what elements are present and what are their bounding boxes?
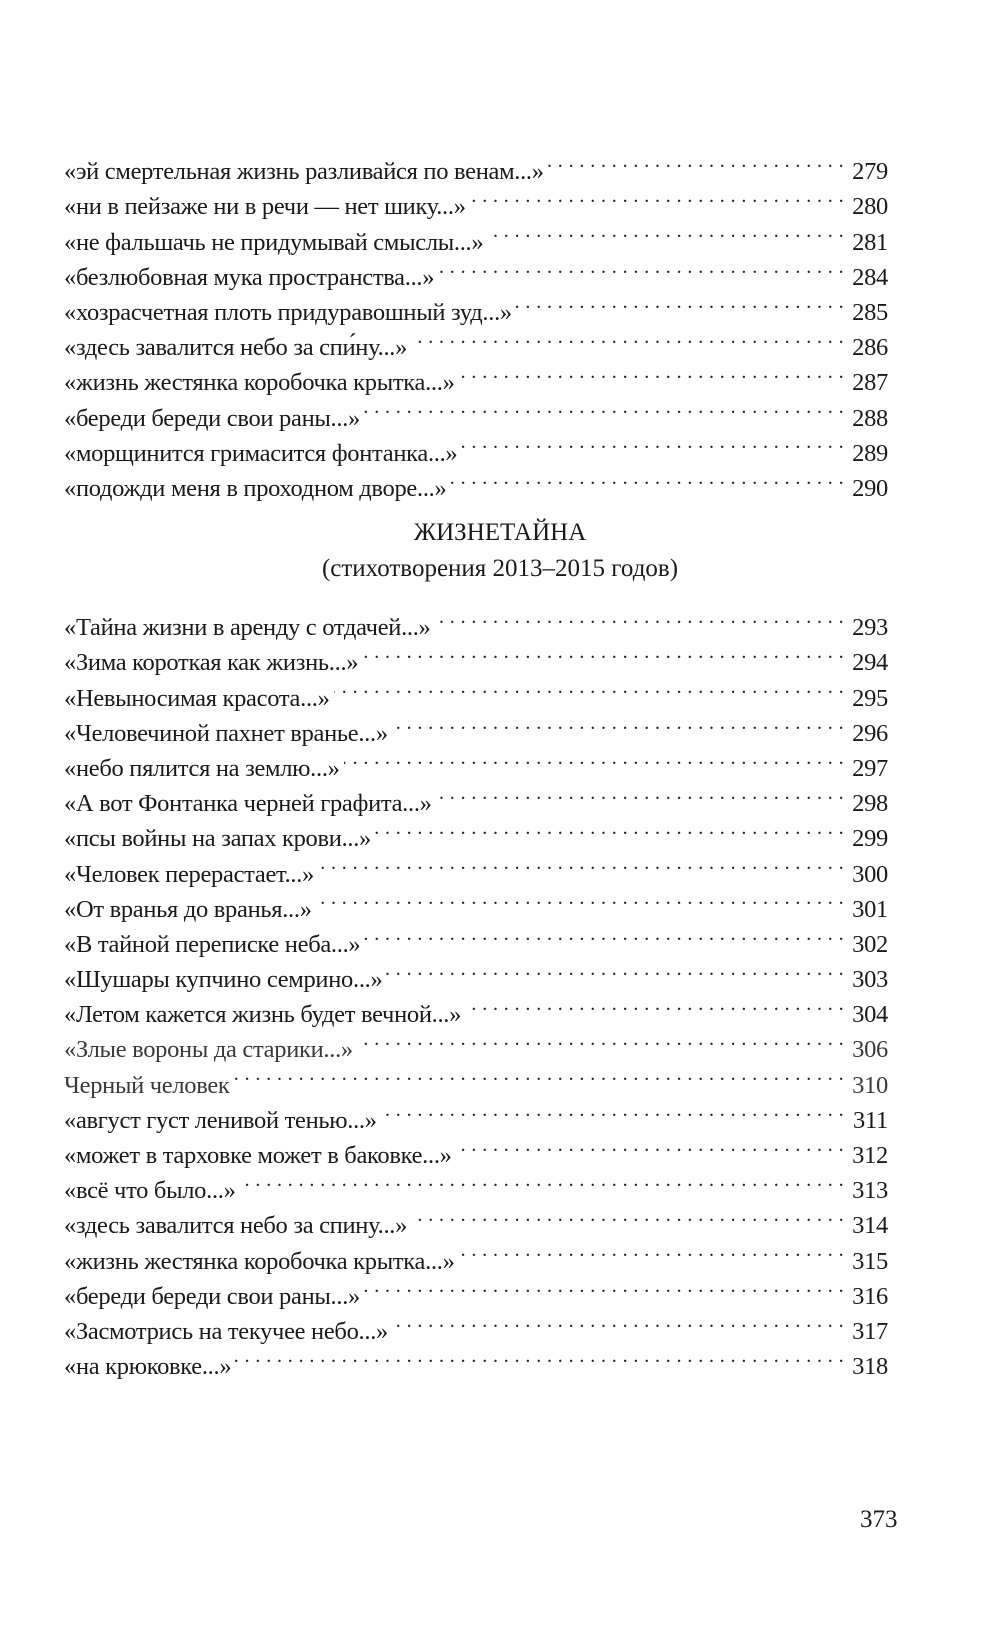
- toc-entry-page: 284: [852, 263, 888, 291]
- section-heading: [0, 515, 1000, 587]
- toc-entry-title: «Человек перерастает...»: [64, 860, 315, 888]
- toc-entry-title: «Злые вороны да старики...»: [64, 1036, 353, 1064]
- dot-leader: [435, 600, 844, 635]
- dot-leader: [459, 355, 844, 390]
- dot-leader: [470, 179, 844, 214]
- toc-entry[interactable]: [64, 600, 888, 642]
- dot-leader: [465, 987, 844, 1022]
- toc-entry-page: 316: [852, 1282, 888, 1310]
- toc-list-part1: [64, 144, 888, 502]
- toc-entry-page: 279: [852, 158, 888, 186]
- toc-entry-title: «подожди меня в проходном дворе...»: [64, 474, 447, 502]
- dot-leader: [411, 1198, 844, 1233]
- dot-leader: [316, 882, 844, 917]
- toc-entry-page: 302: [852, 930, 888, 958]
- dot-leader: [235, 1339, 844, 1374]
- toc-entry-page: 304: [852, 1001, 888, 1029]
- toc-entry-page: 317: [852, 1317, 888, 1345]
- toc-entry-page: 310: [852, 1071, 888, 1099]
- toc-entry-title: «Невыносимая красота...»: [64, 684, 330, 712]
- toc-entry-title: «жизнь жестянка коробочка крытка...»: [64, 1247, 455, 1275]
- toc-entry-page: 301: [852, 895, 888, 923]
- toc-entry-page: 297: [852, 754, 888, 782]
- toc-entry-title: «на крюковке...»: [64, 1353, 232, 1381]
- section-title: ЖИЗНЕТАЙНА: [413, 519, 587, 546]
- dot-leader: [392, 1304, 844, 1339]
- toc-entry-title: «август густ ленивой тенью...»: [64, 1106, 377, 1134]
- toc-entry-page: 294: [852, 649, 888, 677]
- toc-entry-page: 290: [852, 474, 888, 502]
- dot-leader: [234, 1057, 844, 1092]
- toc-list-part2: [64, 600, 888, 1381]
- toc-entry-title: «Тайна жизни в аренду с отдачей...»: [64, 614, 431, 642]
- dot-leader: [487, 214, 844, 249]
- toc-entry-title: «ни в пейзаже ни в речи — нет шику...»: [64, 193, 466, 221]
- toc-entry-title: «всё что было...»: [64, 1177, 236, 1205]
- toc-entry-page: 298: [852, 790, 888, 818]
- toc-entry-page: 315: [852, 1247, 888, 1275]
- toc-entry-title: «Шушары купчино семрино...»: [64, 966, 383, 994]
- dot-leader: [450, 461, 844, 496]
- toc-entry-page: 286: [852, 334, 888, 362]
- dot-leader: [240, 1163, 844, 1198]
- toc-entry-page: 314: [852, 1212, 888, 1240]
- toc-entry-page: 285: [852, 298, 888, 326]
- dot-leader: [318, 846, 844, 881]
- dot-leader: [386, 952, 844, 987]
- toc-entry-title: «хозрасчетная плоть придуравошный зуд...»: [64, 298, 512, 326]
- toc-entry-page: 300: [852, 860, 888, 888]
- dot-leader: [411, 320, 844, 355]
- toc-entry-page: 299: [852, 825, 888, 853]
- dot-leader: [364, 917, 844, 952]
- dot-leader: [438, 250, 844, 285]
- toc-entry-title: «здесь завалится небо за спину...»: [64, 1212, 408, 1240]
- toc-entry-title: «морщинится гримасится фонтанка...»: [64, 439, 458, 467]
- toc-entry-page: 313: [852, 1177, 888, 1205]
- dot-leader: [344, 741, 844, 776]
- toc-entry-title: «береди береди свои раны...»: [64, 1282, 360, 1310]
- dot-leader: [381, 1093, 844, 1128]
- toc-entry-title: «Летом кажется жизнь будет вечной...»: [64, 1001, 462, 1029]
- toc-entry-title: «не фальшачь не придумывай смыслы...»: [64, 228, 484, 256]
- toc-entry-title: «От вранья до вранья...»: [64, 895, 312, 923]
- toc-entry-title: «псы войны на запах крови...»: [64, 825, 371, 853]
- toc-entry-title: «безлюбовная мука пространства...»: [64, 263, 435, 291]
- toc-entry-title: «может в тарховке может в баковке...»: [64, 1142, 452, 1169]
- toc-entry-page: 281: [852, 228, 888, 256]
- toc-entry[interactable]: [64, 144, 888, 186]
- toc-entry-title: «В тайной переписке неба...»: [64, 930, 361, 958]
- toc-entry-title: «береди береди свои раны...»: [64, 404, 360, 432]
- toc-entry-page: 280: [852, 193, 888, 221]
- toc-entry-page: 293: [852, 614, 888, 642]
- dot-leader: [392, 706, 844, 741]
- toc-entry-page: 303: [852, 966, 888, 994]
- toc-entry-page: 289: [852, 439, 888, 467]
- page-number: 373: [860, 1506, 898, 1533]
- toc-entry-page: 288: [852, 404, 888, 432]
- toc-entry-page: 306: [852, 1036, 888, 1064]
- dot-leader: [364, 390, 844, 425]
- dot-leader: [357, 1022, 844, 1057]
- toc-entry-page: 311: [853, 1106, 888, 1134]
- toc-entry-title: Черный человек: [64, 1071, 230, 1099]
- dot-leader: [334, 670, 844, 705]
- dot-leader: [364, 1269, 844, 1304]
- dot-leader: [436, 776, 844, 811]
- toc-entry-page: 312: [852, 1142, 888, 1169]
- toc-entry-title: «небо пялится на землю...»: [64, 754, 340, 782]
- toc-entry-title: «Человечиной пахнет вранье...»: [64, 719, 388, 747]
- toc-entry-title: «эй смертельная жизнь разливайся по венам...»: [64, 158, 544, 186]
- toc-entry-page: 295: [852, 684, 888, 712]
- dot-leader: [362, 635, 844, 670]
- toc-entry-title: «Зима короткая как жизнь...»: [64, 649, 359, 677]
- dot-leader: [461, 426, 844, 461]
- dot-leader: [516, 285, 844, 320]
- dot-leader: [459, 1233, 844, 1268]
- dot-leader: [375, 811, 844, 846]
- toc-entry-page: 318: [852, 1353, 888, 1381]
- toc-entry-title: «жизнь жестянка коробочка крытка...»: [64, 369, 455, 397]
- toc-entry-title: «Засмотрись на текучее небо...»: [64, 1317, 388, 1345]
- toc-entry-title: «А вот Фонтанка черней графита...»: [64, 790, 432, 818]
- dot-leader: [548, 144, 844, 179]
- toc-entry-title: «здесь завалится небо за спи́ну...»: [64, 334, 408, 362]
- dot-leader: [456, 1128, 844, 1163]
- toc-entry-page: 287: [852, 369, 888, 397]
- toc-entry-page: 296: [852, 719, 888, 747]
- section-subtitle: (стихотворения 2013–2015 годов): [321, 555, 679, 582]
